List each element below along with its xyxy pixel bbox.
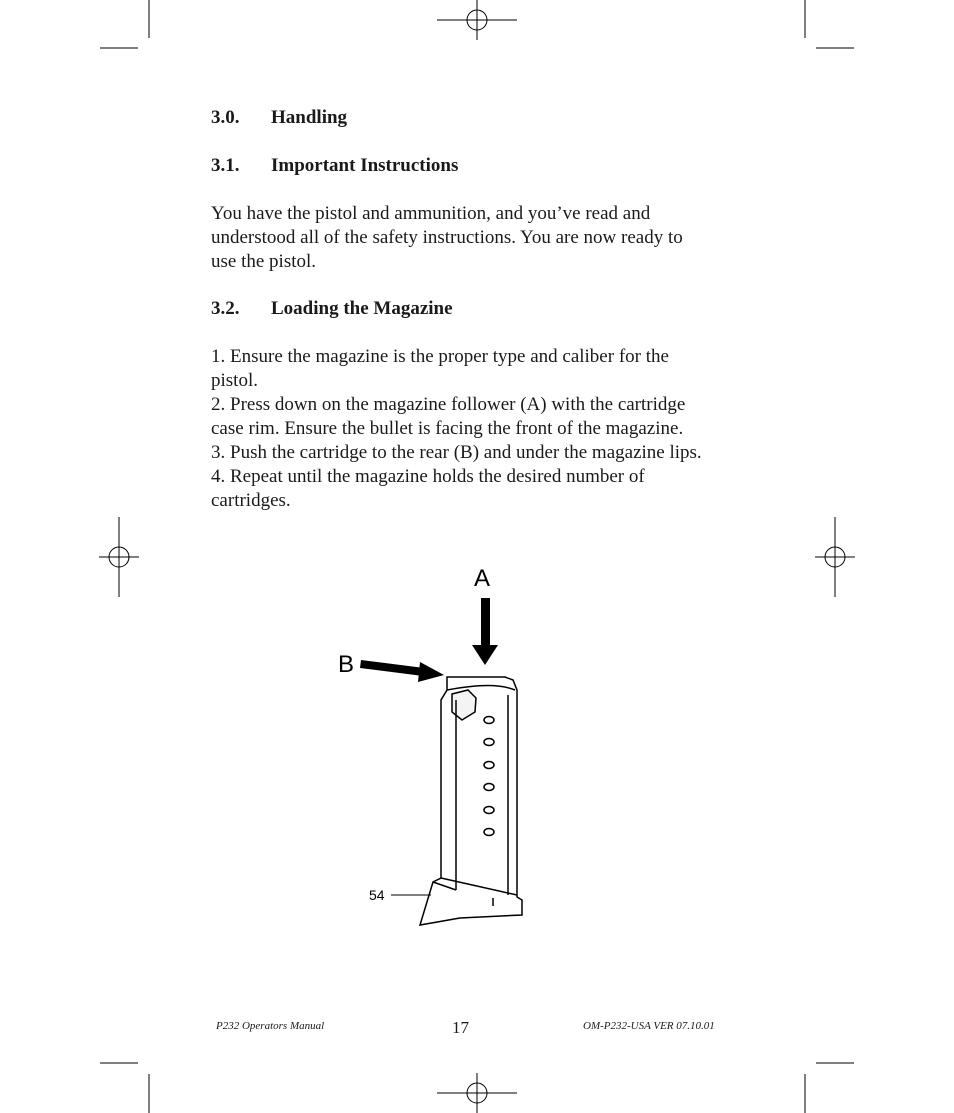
step-line-2: pistol. [211,370,258,391]
magazine-body [420,677,522,925]
page-number: 17 [452,1018,469,1037]
footer-version: OM-P232-USA VER 07.10.01 [583,1020,715,1032]
registration-mark-right [815,517,855,597]
section-number: 3.2. [211,298,240,319]
section-number: 3.1. [211,155,240,176]
section-title: Handling [271,107,348,128]
registration-mark-left [99,517,139,597]
section-number: 3.0. [211,107,240,128]
step-line-3: 2. Press down on the magazine follower (A) with the cartridge [211,394,686,415]
arrow-down-icon [472,598,498,665]
step-line-1: 1. Ensure the magazine is the proper type and caliber for the [211,346,669,367]
footer-manual-title: P232 Operators Manual [216,1020,325,1032]
label-a: A [474,565,491,592]
label-b: B [338,651,355,678]
magazine-illustration [320,560,560,950]
step-line-5: 3. Push the cartridge to the rear (B) and under the magazine lips. [211,442,702,463]
step-line-4: case rim. Ensure the bullet is facing the front of the magazine. [211,418,684,439]
intro-line-3: use the pistol. [211,251,317,272]
arrow-right-icon [360,660,444,682]
section-heading-loading-magazine [211,297,453,321]
section-title: Loading the Magazine [271,298,453,319]
section-title: Important Instructions [271,155,459,176]
section-heading-handling [211,106,347,130]
registration-mark-top [437,0,517,40]
intro-line-1: You have the pistol and ammunition, and you’ve read and [211,203,651,224]
intro-line-2: understood all of the safety instructions. You are now ready to [211,227,683,248]
step-line-7: cartridges. [211,490,291,511]
step-line-6: 4. Repeat until the magazine holds the desired number of [211,466,645,487]
registration-mark-bottom [437,1073,517,1113]
part-number-label: 54 [369,887,385,903]
section-heading-important-instructions [211,154,458,178]
